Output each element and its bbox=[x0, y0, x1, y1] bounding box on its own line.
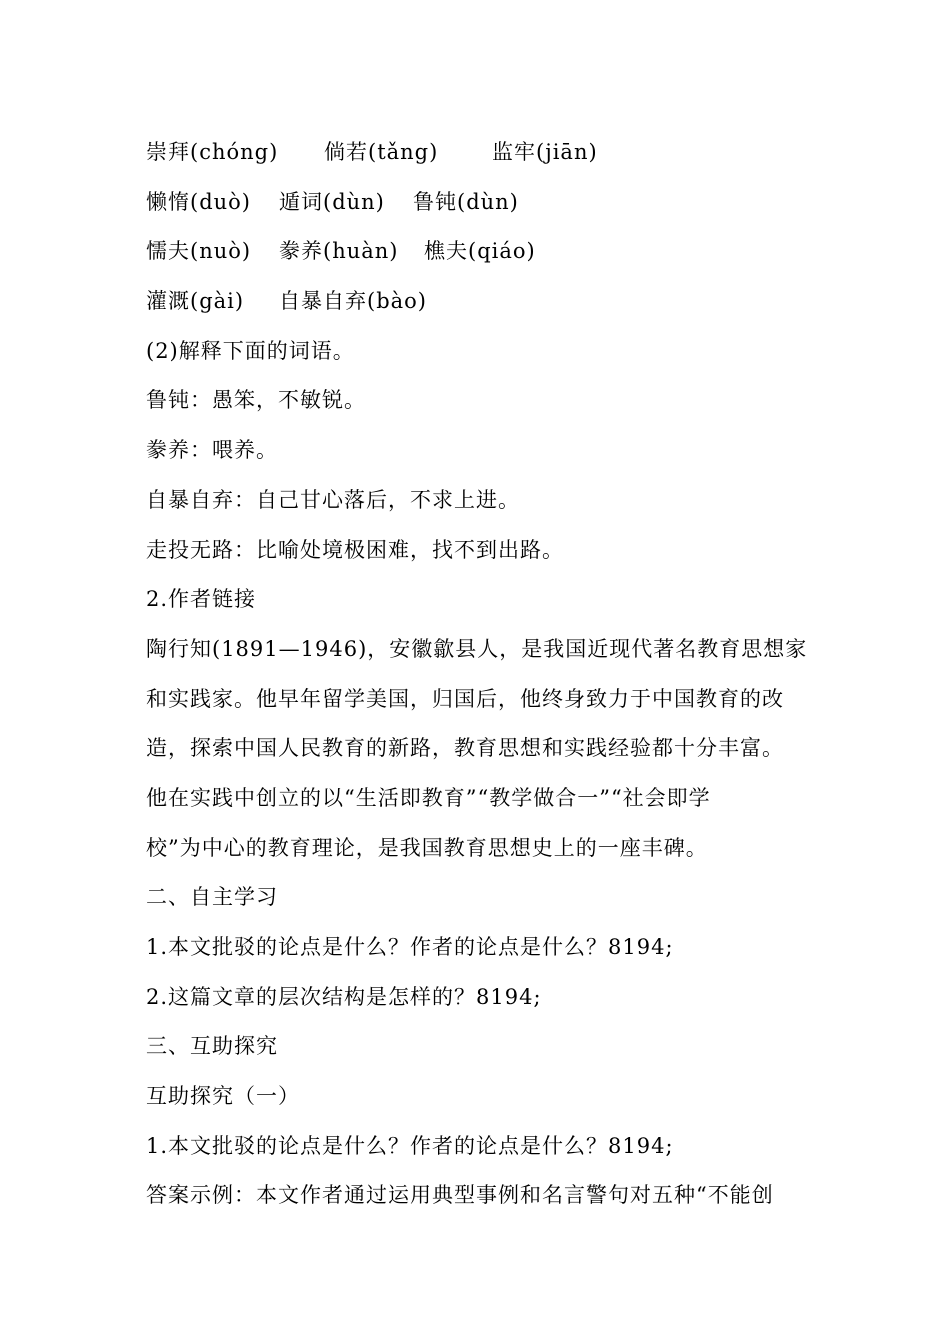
pinyin-word: 懒惰(duò) bbox=[146, 189, 251, 214]
sub-heading-explore-1: 互助探究（一） bbox=[146, 1084, 300, 1109]
definition-item: 走投无路：比喻处境极困难，找不到出路。 bbox=[146, 537, 564, 562]
question-item: 2.这篇文章的层次结构是怎样的？8194; bbox=[146, 984, 542, 1009]
pinyin-word: 懦夫(nuò) bbox=[146, 239, 252, 264]
pinyin-row-1 bbox=[146, 128, 826, 178]
pinyin-word: 灌溉(gài) bbox=[146, 289, 245, 314]
pinyin-word: 豢养(huàn) bbox=[279, 239, 399, 264]
pinyin-row-3 bbox=[146, 227, 826, 277]
question-item: 1.本文批驳的论点是什么？作者的论点是什么？8194; bbox=[146, 935, 674, 959]
author-paragraph-line: 他在实践中创立的以“生活即教育”“教学做合一”“社会即学 bbox=[146, 785, 711, 810]
definition-item: 豢养：喂养。 bbox=[146, 438, 278, 463]
author-paragraph-line: 造，探索中国人民教育的新路，教育思想和实践经验都十分丰富。 bbox=[146, 736, 784, 761]
pinyin-word: 自暴自弃(bào) bbox=[279, 289, 427, 314]
author-heading: 2.作者链接 bbox=[146, 587, 257, 612]
pinyin-row-4 bbox=[146, 277, 826, 327]
definition-item: 自暴自弃：自己甘心落后，不求上进。 bbox=[146, 487, 520, 512]
definition-item: 鲁钝：愚笨，不敏锐。 bbox=[146, 388, 366, 413]
explain-heading: (2)解释下面的词语。 bbox=[146, 338, 355, 363]
author-paragraph-line: 陶行知(1891—1946)，安徽歙县人，是我国近现代著名教育思想家 bbox=[146, 636, 808, 661]
author-paragraph-line: 校”为中心的教育理论，是我国教育思想史上的一座丰碑。 bbox=[146, 835, 708, 860]
question-item: 1.本文批驳的论点是什么？作者的论点是什么？8194; bbox=[146, 1133, 674, 1158]
pinyin-word: 监牢(jiān) bbox=[492, 140, 598, 164]
pinyin-word: 崇拜(chóng) bbox=[146, 140, 279, 164]
pinyin-word: 倘若(tǎng) bbox=[324, 140, 439, 164]
document-body bbox=[146, 128, 826, 1221]
answer-example: 答案示例：本文作者通过运用典型事例和名言警句对五种“不能创 bbox=[146, 1183, 774, 1208]
pinyin-row-2 bbox=[146, 178, 826, 228]
author-paragraph-line: 和实践家。他早年留学美国，归国后，他终身致力于中国教育的改 bbox=[146, 686, 784, 711]
pinyin-word: 遁词(dùn) bbox=[279, 189, 385, 214]
pinyin-word: 鲁钝(dùn) bbox=[413, 189, 519, 214]
section-heading-self-study: 二、自主学习 bbox=[146, 885, 278, 910]
section-heading-explore: 三、互助探究 bbox=[146, 1034, 278, 1059]
pinyin-word: 樵夫(qiáo) bbox=[424, 239, 536, 264]
